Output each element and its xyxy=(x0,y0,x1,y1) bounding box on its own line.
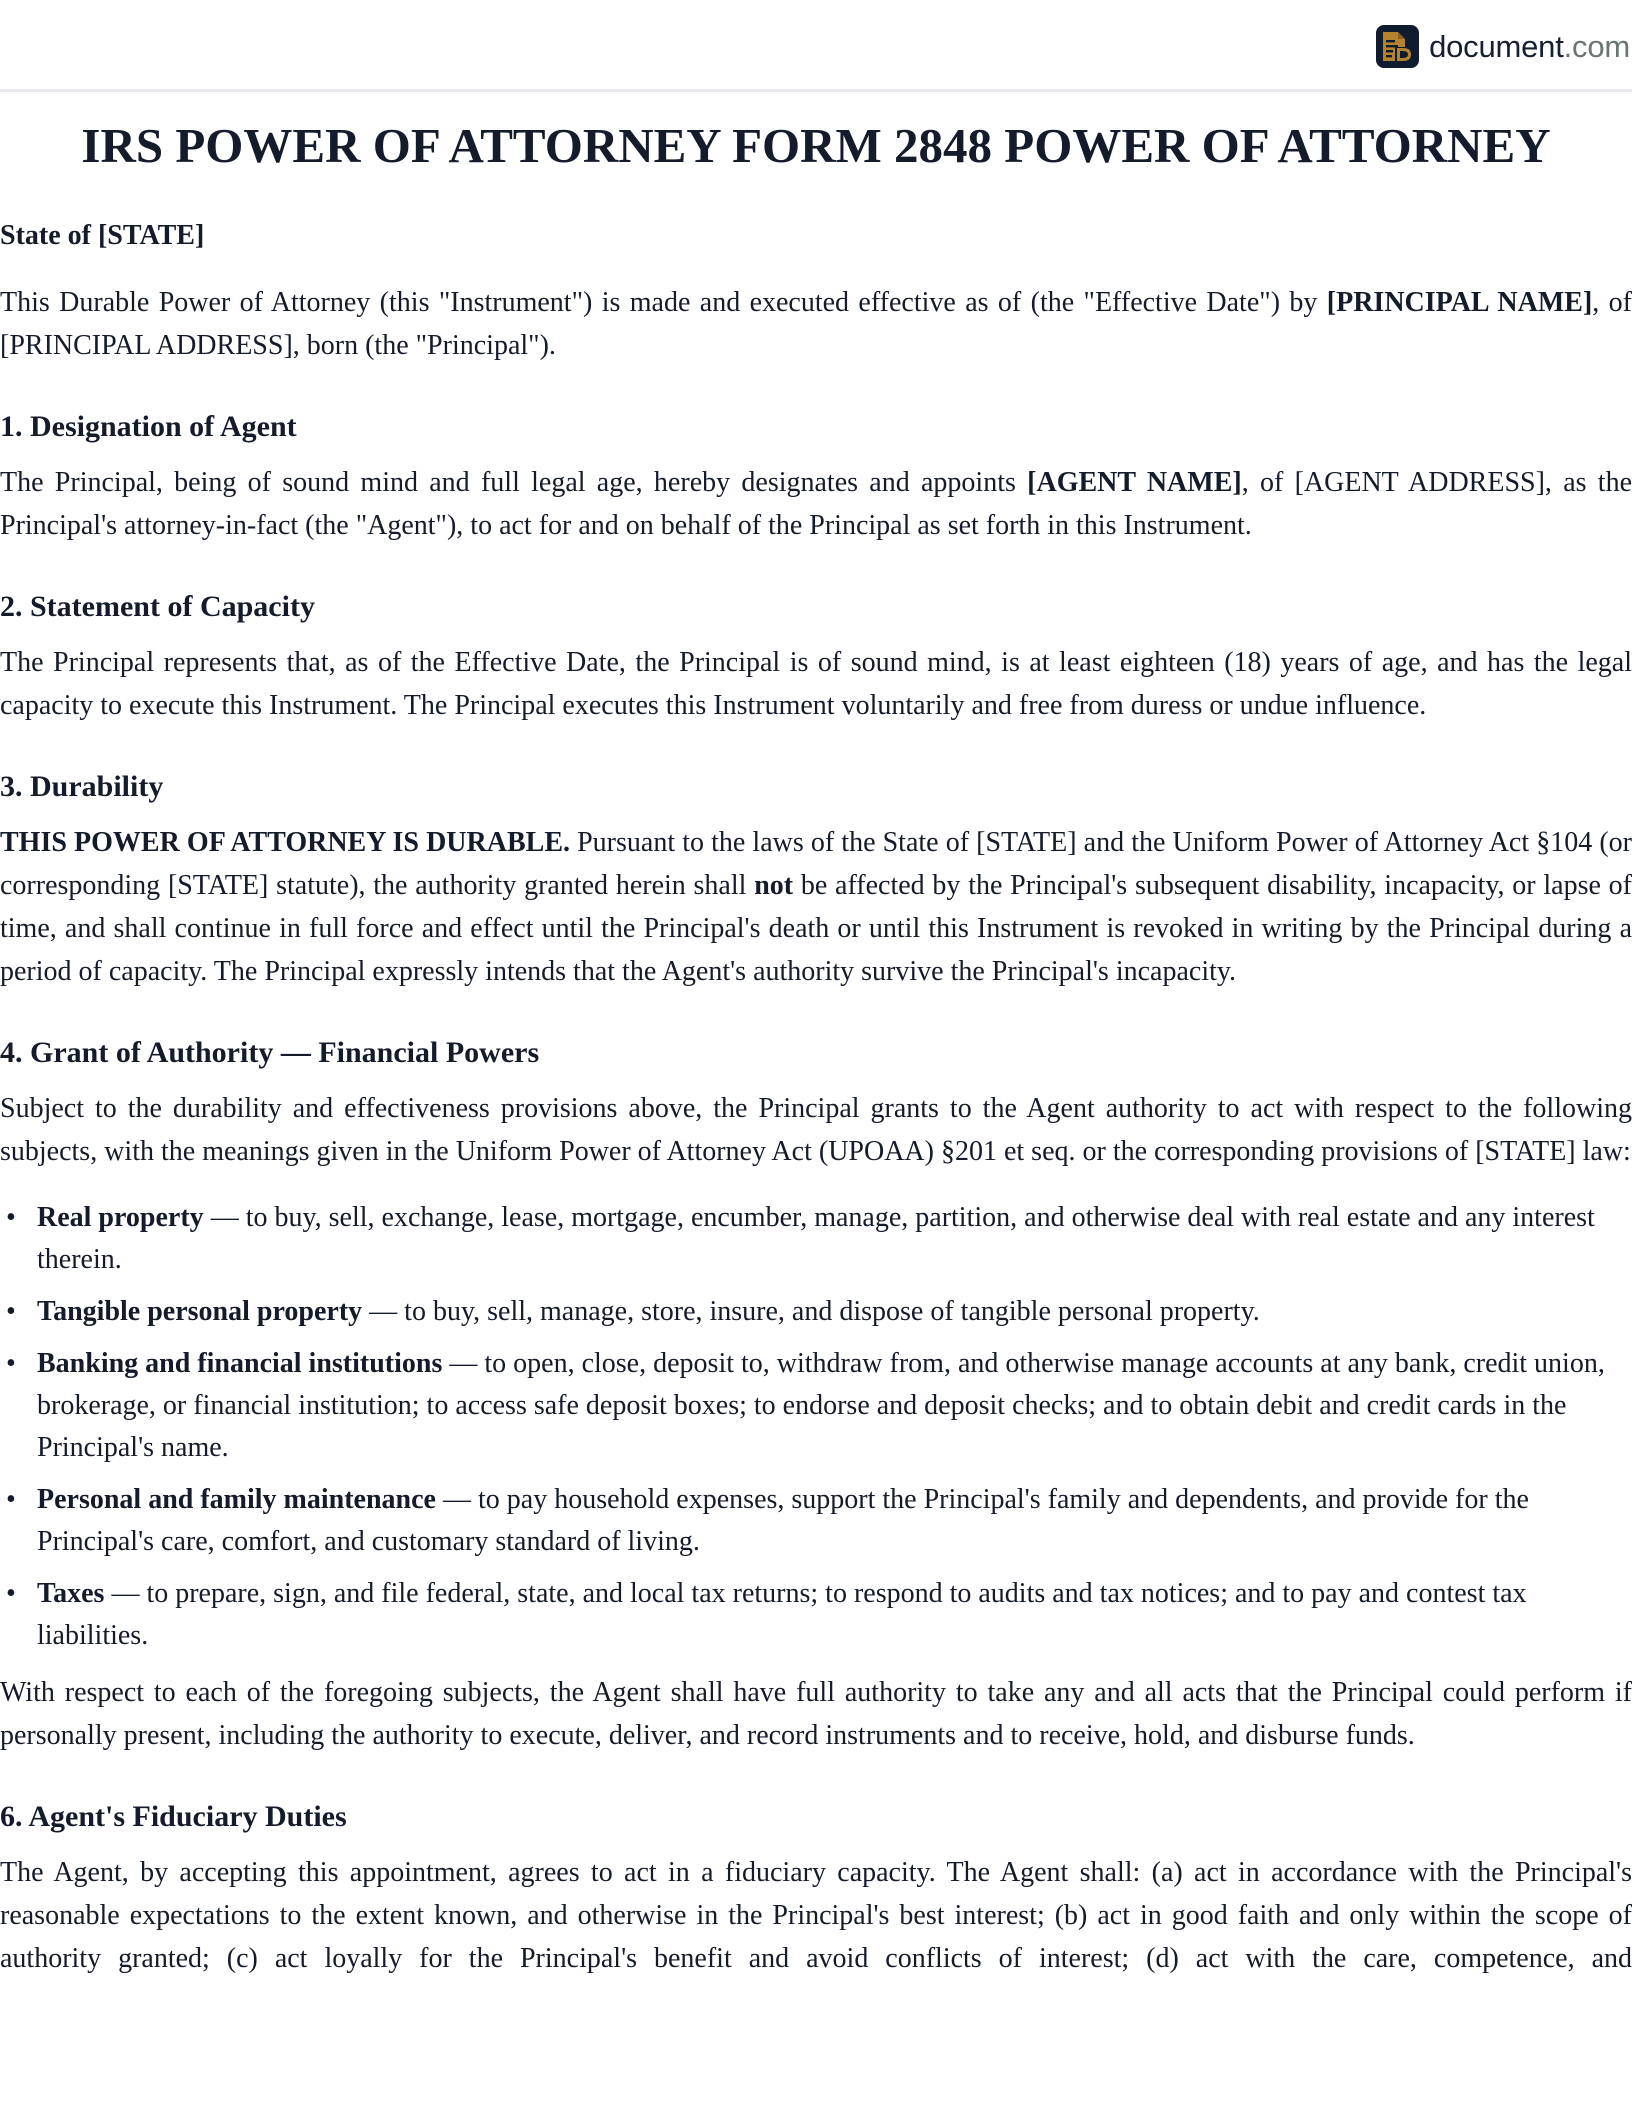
intro-paragraph xyxy=(0,281,1632,367)
section-body-statement-of-capacity: The Principal represents that, as of the Effective Date, the Principal is of sound mind, is at least eighteen (18) years of age, and has the legal capacity to execute this Instrument. The Principal executes this Instrument voluntarily and free from duress or undue influence. xyxy=(0,647,1632,721)
top-header-bar xyxy=(0,0,1632,92)
bullet-icon: • xyxy=(6,1484,16,1515)
bullet-icon: • xyxy=(6,1202,16,1233)
principal-name-placeholder: [PRINCIPAL NAME] xyxy=(1326,287,1593,318)
power-desc: — to buy, sell, exchange, lease, mortgage, encumber, manage, partition, and otherwise deal with real estate and any interest therein. xyxy=(37,1202,1595,1275)
grant-of-authority-closing: With respect to each of the foregoing subjects, the Agent shall have full authority to take any and all acts that the Principal could perform if personally present, including the authority to execute, deliver, and record instruments and to receive, hold, and disburse funds. xyxy=(0,1677,1632,1751)
list-item-tangible-personal-property xyxy=(0,1291,1632,1333)
section-heading-grant-of-authority: 4. Grant of Authority — Financial Powers xyxy=(0,1036,540,1069)
designation-text-2: , of [AGENT ADDRESS], as the Principal's attorney-in-fact (the "Agent"), to act for and on behalf of the Principal as set forth in this Instrument. xyxy=(0,467,1632,541)
bullet-icon: • xyxy=(6,1348,16,1379)
power-desc: — to open, close, deposit to, withdraw from, and otherwise manage accounts at any bank, credit union, brokerage, or financial institution; to access safe deposit boxes; to endorse and deposit checks; and to obtain debit and credit cards in the Principal's name. xyxy=(37,1348,1605,1463)
list-item-personal-family-maintenance xyxy=(0,1479,1632,1563)
brand-name: document xyxy=(1429,29,1564,64)
power-desc: — to prepare, sign, and file federal, state, and local tax returns; to respond to audits and tax notices; and to pay and contest tax liabilities. xyxy=(37,1578,1527,1651)
power-desc: — to buy, sell, manage, store, insure, and dispose of tangible personal property. xyxy=(362,1296,1260,1327)
power-term: Banking and financial institutions xyxy=(37,1348,443,1379)
power-term: Real property xyxy=(37,1202,204,1233)
document-d-icon xyxy=(1376,25,1419,68)
brand-wordmark xyxy=(1429,31,1630,62)
section-heading-designation-of-agent: 1. Designation of Agent xyxy=(0,410,297,443)
power-term: Personal and family maintenance xyxy=(37,1484,436,1515)
bullet-icon: • xyxy=(6,1578,16,1609)
durability-text-1: Pursuant to the laws of the State of [STATE] and the Uniform Power of Attorney Act §104 (or corresponding [STATE] statute), the authority granted herein shall xyxy=(0,827,1632,901)
power-term: Tangible personal property xyxy=(37,1296,363,1327)
intro-text-1: This Durable Power of Attorney (this "Instrument") is made and executed effective as of (the "Effective Date") by xyxy=(0,287,1327,318)
agent-name-placeholder: [AGENT NAME] xyxy=(1027,467,1242,498)
section-body-fiduciary-duties: The Agent, by accepting this appointment, agrees to act in a fiduciary capacity. The Agent shall: (a) act in accordance with the Principal's reasonable expectations to the extent known, and otherwise in the Principal's best interest; (b) act in good faith and only within the scope of authority granted; (c) act loyally for the Principal's benefit and avoid conflicts of interest; (d) act with the care, competence, and xyxy=(0,1857,1632,1974)
bullet-icon: • xyxy=(6,1296,16,1327)
document-title: IRS POWER OF ATTORNEY FORM 2848 POWER OF ATTORNEY xyxy=(81,118,1551,173)
section-body-grant-of-authority: Subject to the durability and effectiveness provisions above, the Principal grants to the Agent authority to act with respect to the following subjects, with the meanings given in the Uniform Power of Attorney Act (UPOAA) §201 et seq. or the corresponding provisions of [STATE] law: xyxy=(0,1093,1632,1167)
power-desc: — to pay household expenses, support the Principal's family and dependents, and provide for the Principal's care, comfort, and customary standard of living. xyxy=(37,1484,1529,1557)
durability-emphasis-not: not xyxy=(754,870,794,901)
list-item-taxes xyxy=(0,1573,1632,1657)
list-item-banking xyxy=(0,1343,1632,1469)
section-body-durability xyxy=(0,821,1632,993)
power-term: Taxes xyxy=(37,1578,105,1609)
state-line: State of [STATE] xyxy=(0,220,205,251)
financial-powers-list xyxy=(0,1197,1632,1657)
brand-tld: .com xyxy=(1563,29,1630,64)
section-heading-durability: 3. Durability xyxy=(0,770,164,803)
section-heading-statement-of-capacity: 2. Statement of Capacity xyxy=(0,590,315,623)
document-body xyxy=(0,92,1632,1980)
durability-text-2: be affected by the Principal's subsequent disability, incapacity, or lapse of time, and shall continue in full force and effect until the Principal's death or until this Instrument is revoked in writing by the Principal during a period of capacity. The Principal expressly intends that the Agent's authority survive the Principal's incapacity. xyxy=(0,870,1632,987)
section-heading-fiduciary-duties: 6. Agent's Fiduciary Duties xyxy=(0,1800,347,1833)
brand-logo-link[interactable] xyxy=(1376,25,1630,68)
durability-lead-bold: THIS POWER OF ATTORNEY IS DURABLE. xyxy=(0,827,570,858)
section-body-designation-of-agent xyxy=(0,461,1632,547)
intro-text-2: , of [PRINCIPAL ADDRESS], born (the "Principal"). xyxy=(0,287,1632,361)
list-item-real-property xyxy=(0,1197,1632,1281)
designation-text-1: The Principal, being of sound mind and full legal age, hereby designates and appoints xyxy=(0,467,1028,498)
